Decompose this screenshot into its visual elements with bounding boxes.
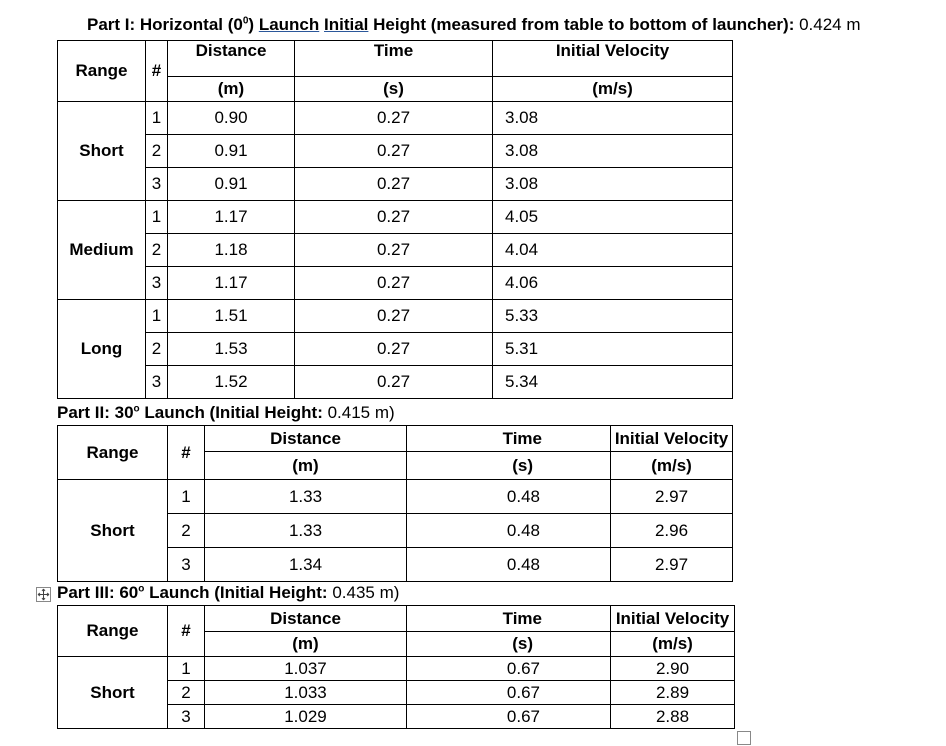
table-row-num: 2 [146, 234, 168, 267]
table-row-num: 3 [168, 705, 205, 729]
time-cell: 0.27 [295, 300, 493, 333]
velocity-cell: 3.08 [493, 102, 733, 135]
time-cell: 0.27 [295, 168, 493, 201]
part3-col-velocity: Initial Velocity [611, 606, 735, 632]
time-cell: 0.67 [407, 657, 611, 681]
table-row-num: 1 [146, 201, 168, 234]
distance-cell: 0.91 [168, 135, 295, 168]
distance-cell: 1.17 [168, 201, 295, 234]
distance-cell: 1.033 [205, 681, 407, 705]
table-row-num: 1 [146, 300, 168, 333]
table-move-handle-icon[interactable] [36, 587, 51, 602]
time-cell: 0.27 [295, 366, 493, 399]
velocity-cell: 5.34 [493, 366, 733, 399]
part1-unit-velocity: (m/s) [493, 77, 733, 102]
part2-col-range: Range [58, 426, 168, 480]
part2-col-time: Time [407, 426, 611, 452]
time-cell: 0.48 [407, 480, 611, 514]
table-row-num: 1 [168, 480, 205, 514]
part1-range-medium: Medium [58, 201, 146, 300]
distance-cell: 1.029 [205, 705, 407, 729]
velocity-cell: 2.97 [611, 548, 733, 582]
velocity-cell: 4.05 [493, 201, 733, 234]
part2-unit-distance: (m) [205, 452, 407, 480]
distance-cell: 0.91 [168, 168, 295, 201]
time-cell: 0.27 [295, 267, 493, 300]
velocity-cell: 5.31 [493, 333, 733, 366]
time-cell: 0.67 [407, 705, 611, 729]
part3-unit-velocity: (m/s) [611, 632, 735, 657]
part1-table [57, 40, 733, 399]
part3-heading-title: Part III: 60$^o$ Launch (Initial Height: [57, 583, 328, 602]
part3-table [57, 605, 735, 729]
part3-heading [57, 583, 399, 603]
distance-cell: 1.53 [168, 333, 295, 366]
time-cell: 0.27 [295, 102, 493, 135]
part2-col-distance: Distance [205, 426, 407, 452]
part3-unit-distance: (m) [205, 632, 407, 657]
time-cell: 0.27 [295, 333, 493, 366]
velocity-cell: 2.89 [611, 681, 735, 705]
part1-col-range: Range [58, 41, 146, 102]
part2-col-num: # [168, 426, 205, 480]
part3-heading-value: 0.435 m) [327, 583, 400, 602]
table-row-num: 3 [146, 366, 168, 399]
part2-col-velocity: Initial Velocity [611, 426, 733, 452]
velocity-cell: 4.06 [493, 267, 733, 300]
part1-heading [87, 15, 861, 35]
time-cell: 0.48 [407, 514, 611, 548]
part1-col-velocity: Initial Velocity [493, 41, 733, 77]
time-cell: 0.67 [407, 681, 611, 705]
table-row-num: 3 [146, 168, 168, 201]
distance-cell: 1.037 [205, 657, 407, 681]
velocity-cell: 3.08 [493, 168, 733, 201]
table-row-num: 3 [146, 267, 168, 300]
table-row-num: 2 [146, 135, 168, 168]
velocity-cell: 2.88 [611, 705, 735, 729]
distance-cell: 1.51 [168, 300, 295, 333]
part1-heading-title: Part I: Horizontal $(0^0)$ Launch Initial Height (measured from table to bottom of launcher): [87, 15, 795, 34]
distance-cell: 1.18 [168, 234, 295, 267]
table-row-num: 2 [168, 514, 205, 548]
part1-col-num: # [146, 41, 168, 102]
velocity-cell: 4.04 [493, 234, 733, 267]
distance-cell: 1.52 [168, 366, 295, 399]
time-cell: 0.27 [295, 135, 493, 168]
part3-col-num: # [168, 606, 205, 657]
part1-heading-value: 0.424 m [794, 15, 861, 34]
part3-col-range: Range [58, 606, 168, 657]
distance-cell: 1.17 [168, 267, 295, 300]
distance-cell: 0.90 [168, 102, 295, 135]
part3-unit-time: (s) [407, 632, 611, 657]
part1-range-short: Short [58, 102, 146, 201]
part2-range-short: Short [58, 480, 168, 582]
table-row-num: 1 [168, 657, 205, 681]
part2-unit-velocity: (m/s) [611, 452, 733, 480]
part2-heading [57, 403, 395, 423]
velocity-cell: 2.96 [611, 514, 733, 548]
distance-cell: 1.34 [205, 548, 407, 582]
time-cell: 0.48 [407, 548, 611, 582]
part1-col-distance: Distance [168, 41, 295, 77]
velocity-cell: 2.90 [611, 657, 735, 681]
velocity-cell: 2.97 [611, 480, 733, 514]
part3-col-time: Time [407, 606, 611, 632]
part3-col-distance: Distance [205, 606, 407, 632]
part2-unit-time: (s) [407, 452, 611, 480]
part1-col-time: Time [295, 41, 493, 77]
table-resize-handle-icon[interactable] [737, 731, 751, 745]
part3-range-short: Short [58, 657, 168, 729]
table-row-num: 1 [146, 102, 168, 135]
distance-cell: 1.33 [205, 514, 407, 548]
velocity-cell: 5.33 [493, 300, 733, 333]
part2-heading-title: Part II: 30$^o$ Launch (Initial Height: [57, 403, 323, 422]
part2-heading-value: 0.415 m) [322, 403, 395, 422]
time-cell: 0.27 [295, 234, 493, 267]
time-cell: 0.27 [295, 201, 493, 234]
table-row-num: 2 [168, 681, 205, 705]
distance-cell: 1.33 [205, 480, 407, 514]
velocity-cell: 3.08 [493, 135, 733, 168]
part1-unit-time: (s) [295, 77, 493, 102]
table-row-num: 3 [168, 548, 205, 582]
part1-range-long: Long [58, 300, 146, 399]
part1-unit-distance: (m) [168, 77, 295, 102]
part2-table [57, 425, 733, 582]
table-row-num: 2 [146, 333, 168, 366]
